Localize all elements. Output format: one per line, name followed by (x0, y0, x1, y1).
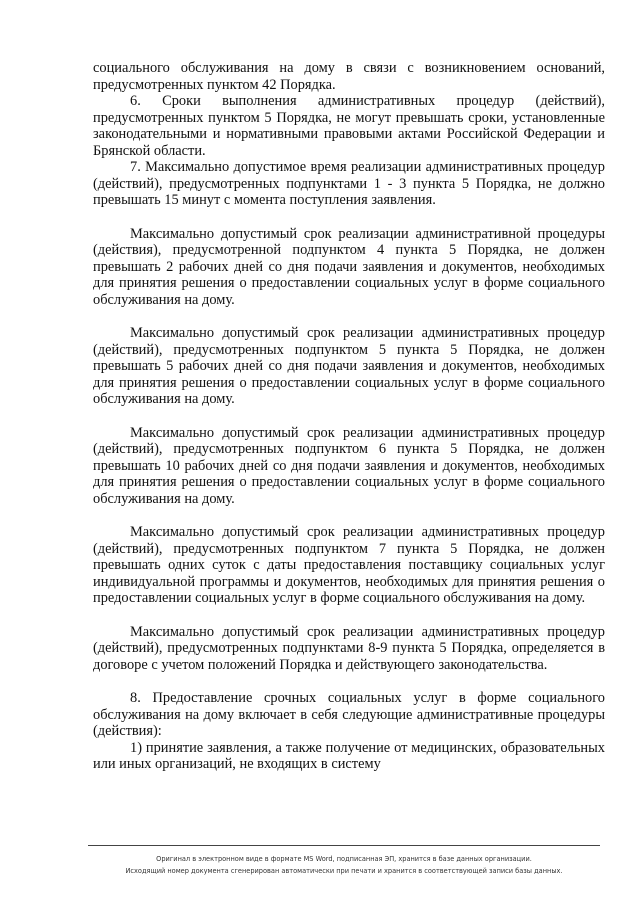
paragraph-item-8: 8. Предоставление срочных социальных услуг в форме социального обслуживания на дому включает в себя следующие административные процедуры (действия): (93, 690, 605, 739)
document-body (93, 60, 605, 773)
paragraph-term-subpoint-4: Максимально допустимый срок реализации административной процедуры (действия), предусмотренной подпунктом 4 пункта 5 Порядка, не должен превышать 2 рабочих дней со дня подачи заявления и документов, необходимых для принятия решения о предоставлении социальных услуг в форме социального обслуживания на дому. (93, 225, 605, 308)
footer-line-original: Оригинал в электронном виде в формате MS Word, подписанная ЭП, хранится в базе данных организации. (156, 855, 532, 863)
paragraph-term-subpoints-8-9: Максимально допустимый срок реализации административных процедур (действий), предусмотренных подпунктами 8-9 пункта 5 Порядка, определяется в договоре с учетом положений Порядка и действующего законодательства. (93, 623, 605, 673)
paragraph-item-6: 6. Сроки выполнения административных процедур (действий), предусмотренных пунктом 5 Порядка, не могут превышать сроки, установленные законодательными и нормативными правовыми актами Российской Федерации и Брянской области. (93, 93, 605, 159)
page-footer (88, 845, 600, 877)
footer-line-outgoing-number: Исходящий номер документа сгенерирован автоматически при печати и хранится в соответствующей записи базы данных. (125, 867, 563, 875)
paragraph-continuation: социального обслуживания на дому в связи с возникновением оснований, предусмотренных пунктом 42 Порядка. (93, 60, 605, 93)
paragraph-term-subpoint-5: Максимально допустимый срок реализации административных процедур (действий), предусмотренных подпунктом 5 пункта 5 Порядка, не должен превышать 5 рабочих дней со дня подачи заявления и документов, необходимых для принятия решения о предоставлении социальных услуг в форме социального обслуживания на дому. (93, 325, 605, 407)
paragraph-item-7: 7. Максимально допустимое время реализации административных процедур (действий), предусмотренных подпунктами 1 - 3 пункта 5 Порядка, не должно превышать 15 минут с момента поступления заявления. (93, 159, 605, 208)
paragraph-term-subpoint-7: Максимально допустимый срок реализации административных процедур (действий), предусмотренных подпунктом 7 пункта 5 Порядка, не должен превышать одних суток с даты предоставления поставщику социальных услуг индивидуальной программы и документов, необходимых для принятия решения о предоставлении социальных услуг в форме социального обслуживания на дому. (93, 524, 605, 606)
paragraph-subitem-1: 1) принятие заявления, а также получение от медицинских, образовательных или иных организаций, не входящих в систему (93, 739, 605, 772)
paragraph-term-subpoint-6: Максимально допустимый срок реализации административных процедур (действий), предусмотренных подпунктом 6 пункта 5 Порядка, не должен превышать 10 рабочих дней со дня подачи заявления и документов, необходимых для принятия решения о предоставлении социальных услуг в форме социального обслуживания на дому. (93, 424, 605, 507)
